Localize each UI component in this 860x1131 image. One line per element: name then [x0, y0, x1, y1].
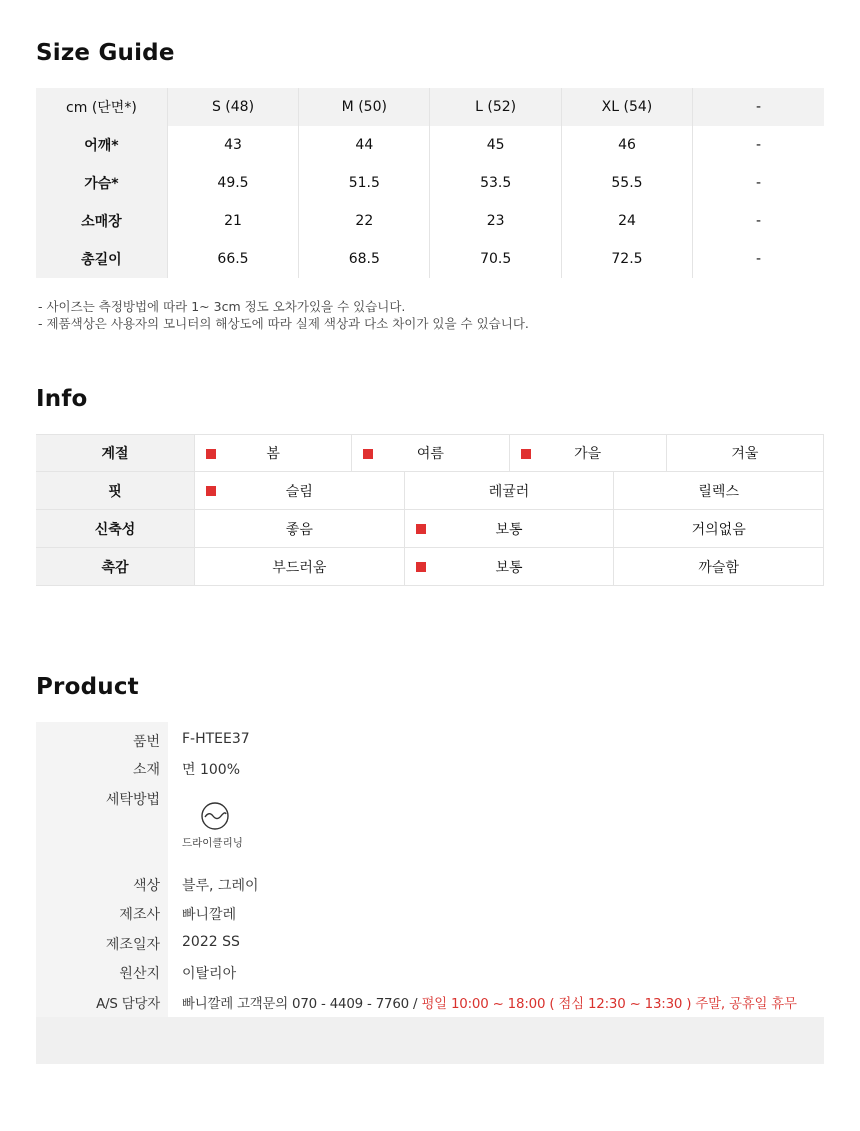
info-option-label: 부드러움 [272, 559, 327, 576]
size-table-row [36, 126, 824, 164]
size-header-cell: L (52) [430, 88, 561, 126]
size-header-cell: XL (54) [561, 88, 692, 126]
product-value: 빠니깔레 [182, 907, 237, 923]
size-value: 24 [561, 202, 692, 240]
info-option [194, 435, 351, 471]
size-value: 43 [167, 126, 298, 164]
product-label: A/S 담당자 [96, 997, 160, 1012]
info-options [194, 510, 824, 547]
size-header-cell: - [693, 88, 824, 126]
info-option [194, 510, 404, 547]
info-option-label: 좋음 [285, 521, 313, 538]
info-option [613, 548, 823, 585]
size-row-label: 소매장 [36, 202, 167, 240]
product-label: 세탁방법 [105, 792, 160, 808]
selected-marker-icon [206, 486, 216, 496]
size-note: - 제품색상은 사용자의 모니터의 해상도에 따라 실제 색상과 다소 차이가 있을 수 있습니다. [38, 316, 529, 331]
info-table [36, 434, 824, 586]
info-row-stretch [36, 510, 824, 548]
size-table-row [36, 240, 824, 278]
size-row-label: 어깨* [36, 126, 167, 164]
product-row-as [36, 993, 824, 1015]
selected-marker-icon [521, 449, 531, 459]
product-value: F-HTEE37 [182, 731, 250, 747]
size-value: 22 [299, 202, 430, 240]
info-options [194, 472, 824, 509]
product-row-care [36, 789, 824, 811]
size-value: - [693, 126, 824, 164]
size-table-row [36, 202, 824, 240]
info-option [351, 435, 508, 471]
selected-marker-icon [416, 562, 426, 572]
product-value: 이탈리아 [182, 966, 237, 982]
info-label: 핏 [36, 472, 194, 509]
dry-clean-icon [198, 800, 232, 832]
info-option-label: 여름 [416, 446, 444, 462]
product-label: 제조일자 [105, 937, 160, 953]
info-option-label: 거의없음 [691, 521, 746, 538]
size-value: 55.5 [561, 164, 692, 202]
size-value: 49.5 [167, 164, 298, 202]
info-row-fit [36, 472, 824, 510]
info-option-label: 겨울 [731, 446, 759, 462]
product-title: Product [36, 674, 139, 700]
size-header-cell: M (50) [299, 88, 430, 126]
size-value: 51.5 [299, 164, 430, 202]
info-options [194, 548, 824, 585]
selected-marker-icon [363, 449, 373, 459]
product-value: 블루, 그레이 [182, 878, 259, 894]
product-label: 색상 [132, 878, 160, 894]
info-title: Info [36, 386, 88, 412]
product-label: 소재 [132, 762, 160, 778]
info-option [613, 472, 823, 509]
size-value: 46 [561, 126, 692, 164]
product-row-item-no [36, 731, 824, 753]
as-hours: 평일 10:00 ~ 18:00 ( 점심 12:30 ~ 13:30 ) 주말, 공휴일 휴무 [421, 997, 797, 1012]
product-row-origin [36, 963, 824, 985]
info-option [194, 548, 404, 585]
size-value: 72.5 [561, 240, 692, 278]
product-footer-bar [36, 1017, 824, 1064]
size-value: 23 [430, 202, 561, 240]
size-value: 66.5 [167, 240, 298, 278]
size-table-header-row [36, 88, 824, 126]
info-label: 계절 [36, 435, 194, 471]
product-label: 제조사 [119, 907, 160, 923]
selected-marker-icon [416, 524, 426, 534]
size-header-cell: cm (단면*) [36, 88, 167, 126]
product-value [182, 993, 797, 1012]
size-value: 21 [167, 202, 298, 240]
size-value: - [693, 202, 824, 240]
size-guide-title: Size Guide [36, 40, 175, 66]
size-table-row [36, 164, 824, 202]
product-value: 면 100% [182, 762, 240, 778]
info-row-touch [36, 548, 824, 586]
product-row-material [36, 759, 824, 781]
product-label: 원산지 [119, 966, 160, 982]
info-option [404, 472, 614, 509]
size-value: 53.5 [430, 164, 561, 202]
info-row-season [36, 434, 824, 472]
size-guide-table [36, 88, 824, 278]
info-option-label: 가을 [574, 446, 602, 462]
size-value: 68.5 [299, 240, 430, 278]
info-option [404, 548, 614, 585]
info-option-label: 슬림 [285, 483, 313, 500]
info-option [509, 435, 666, 471]
size-row-label: 가슴* [36, 164, 167, 202]
info-option-label: 레귤러 [488, 483, 530, 500]
product-row-maker [36, 904, 824, 926]
size-note: - 사이즈는 측정방법에 따라 1~ 3cm 정도 오차가있을 수 있습니다. [38, 299, 406, 314]
care-label: 드라이클리닝 [182, 837, 243, 849]
info-option-label: 보통 [495, 521, 523, 538]
product-row-color [36, 875, 824, 897]
product-info [36, 722, 824, 1064]
size-notes [38, 298, 529, 332]
info-option [404, 510, 614, 547]
info-options [194, 435, 824, 471]
info-option-label: 봄 [266, 446, 280, 462]
info-option-label: 까슬함 [698, 559, 739, 576]
info-label: 신축성 [36, 510, 194, 547]
info-option [194, 472, 404, 509]
info-option-label: 보통 [495, 559, 523, 576]
info-label: 촉감 [36, 548, 194, 585]
care-instruction [182, 800, 248, 850]
size-value: 70.5 [430, 240, 561, 278]
info-option [666, 435, 823, 471]
size-value: 45 [430, 126, 561, 164]
info-option-label: 릴렉스 [698, 483, 739, 500]
product-label: 품번 [132, 734, 160, 750]
size-value: - [693, 240, 824, 278]
size-row-label: 총길이 [36, 240, 167, 278]
product-value: 2022 SS [182, 934, 240, 950]
selected-marker-icon [206, 449, 216, 459]
size-value: 44 [299, 126, 430, 164]
as-contact: 빠니깔레 고객문의 070 - 4409 - 7760 / [182, 997, 422, 1012]
size-header-cell: S (48) [167, 88, 298, 126]
info-option [613, 510, 823, 547]
size-value: - [693, 164, 824, 202]
product-row-date [36, 934, 824, 956]
